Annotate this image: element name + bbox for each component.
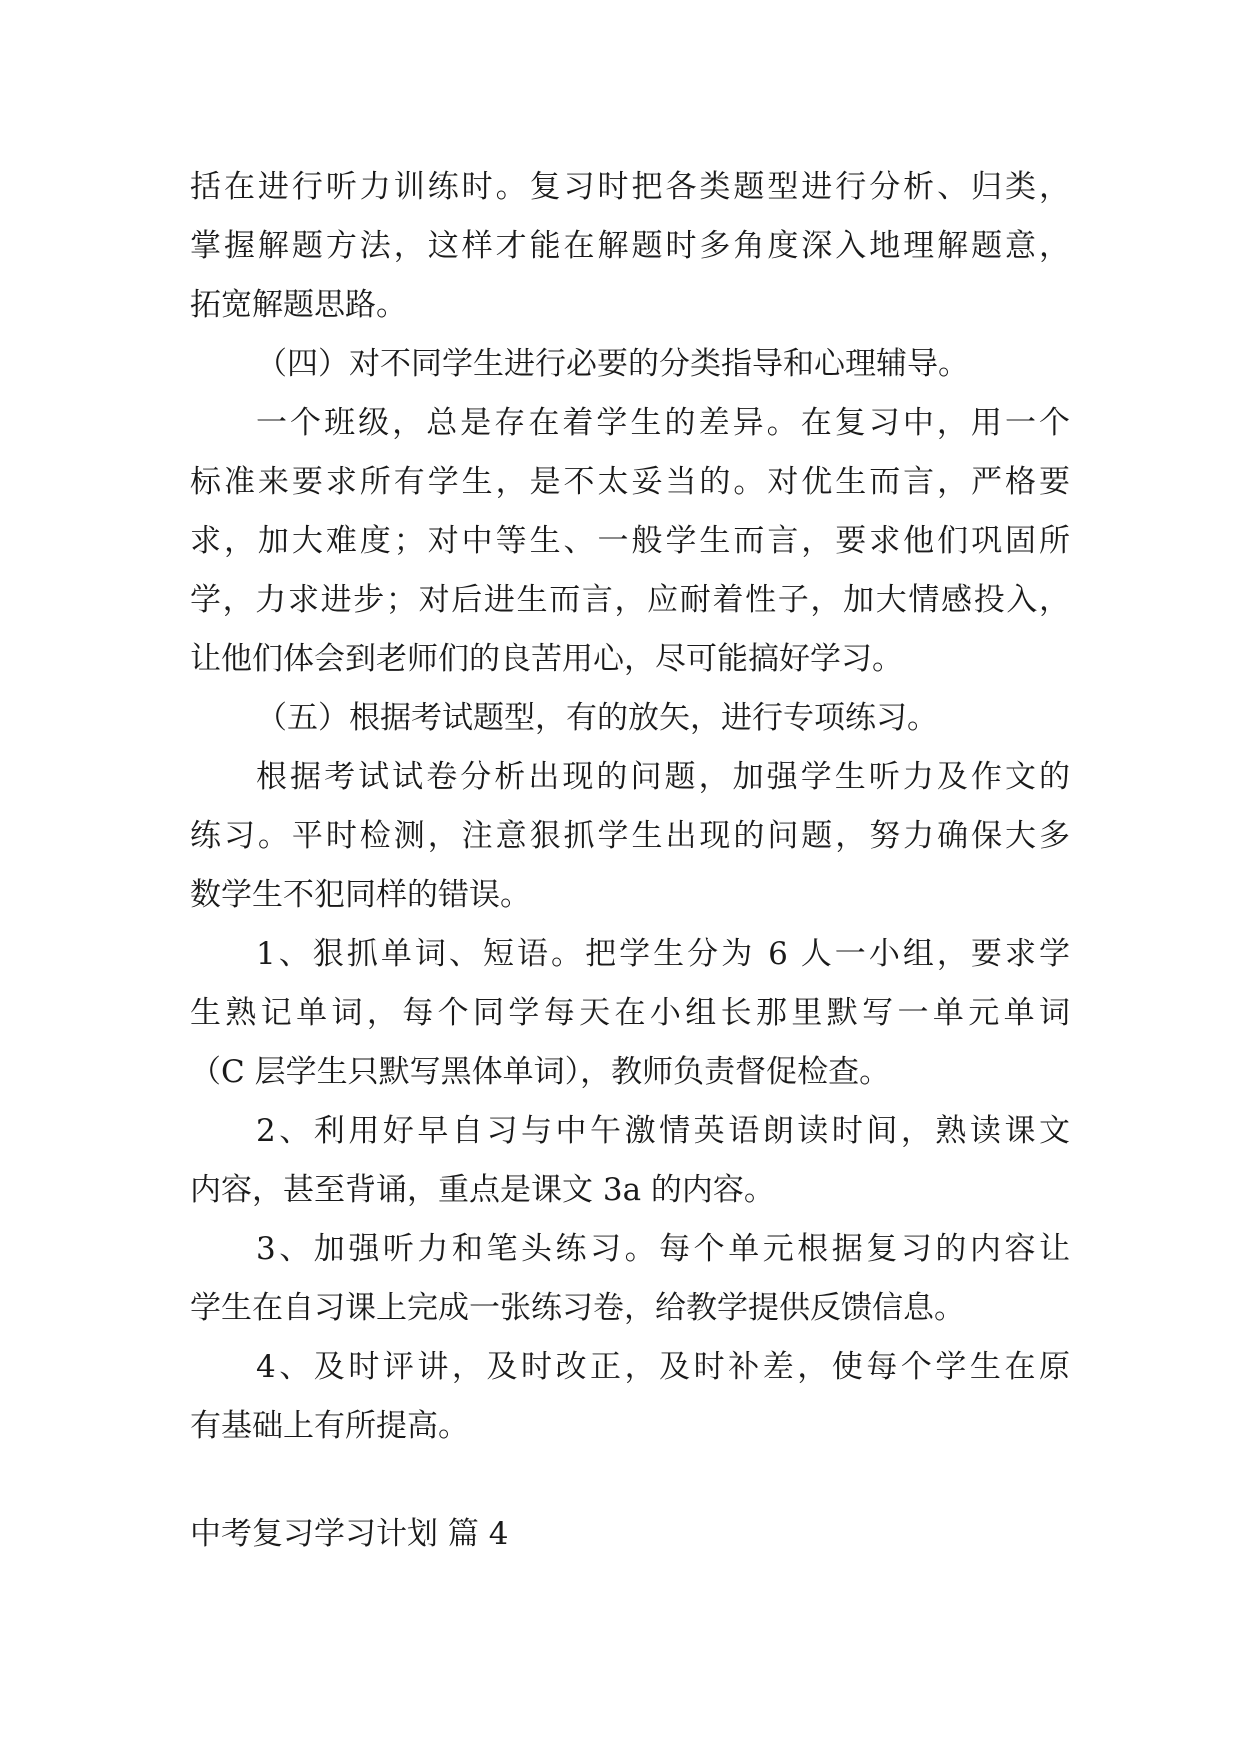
paragraph-line: 标准来要求所有学生，是不太妥当的。对优生而言，严格要 <box>190 464 1070 500</box>
list-item-line: 内容，甚至背诵，重点是课文 3a 的内容。 <box>190 1172 775 1208</box>
paragraph-line: 掌握解题方法，这样才能在解题时多角度深入地理解题意， <box>190 228 1070 264</box>
subsection-heading: （四）对不同学生进行必要的分类指导和心理辅导。 <box>256 346 969 382</box>
subsection-heading: （五）根据考试题型，有的放矢，进行专项练习。 <box>256 700 938 736</box>
list-item-line: 3、加强听力和笔头练习。每个单元根据复习的内容让 <box>256 1231 1070 1267</box>
list-item-line: （C 层学生只默写黑体单词），教师负责督促检查。 <box>190 1054 891 1090</box>
section-heading: 中考复习学习计划 篇 4 <box>190 1516 509 1552</box>
list-item-line: 1、狠抓单词、短语。把学生分为 6 人一小组，要求学 <box>256 936 1070 972</box>
paragraph-line: 根据考试试卷分析出现的问题，加强学生听力及作文的 <box>256 759 1070 795</box>
paragraph-line: 一个班级，总是存在着学生的差异。在复习中，用一个 <box>256 405 1070 441</box>
paragraph-line: 学，力求进步；对后进生而言，应耐着性子，加大情感投入， <box>190 582 1070 618</box>
list-item-line: 有基础上有所提高。 <box>190 1408 469 1444</box>
paragraph-line: 练习。平时检测，注意狠抓学生出现的问题，努力确保大多 <box>190 818 1070 854</box>
paragraph-line: 求，加大难度；对中等生、一般学生而言，要求他们巩固所 <box>190 523 1070 559</box>
list-item-line: 2、利用好早自习与中午激情英语朗读时间，熟读课文 <box>256 1113 1070 1149</box>
paragraph-line: 让他们体会到老师们的良苦用心，尽可能搞好学习。 <box>190 641 903 677</box>
list-item-line: 学生在自习课上完成一张练习卷，给教学提供反馈信息。 <box>190 1290 965 1326</box>
list-item-line: 4、及时评讲，及时改正，及时补差，使每个学生在原 <box>256 1349 1070 1385</box>
paragraph-line: 拓宽解题思路。 <box>190 287 407 323</box>
paragraph-line: 括在进行听力训练时。复习时把各类题型进行分析、归类， <box>190 169 1070 205</box>
paragraph-line: 数学生不犯同样的错误。 <box>190 877 531 913</box>
list-item-line: 生熟记单词，每个同学每天在小组长那里默写一单元单词 <box>190 995 1070 1031</box>
